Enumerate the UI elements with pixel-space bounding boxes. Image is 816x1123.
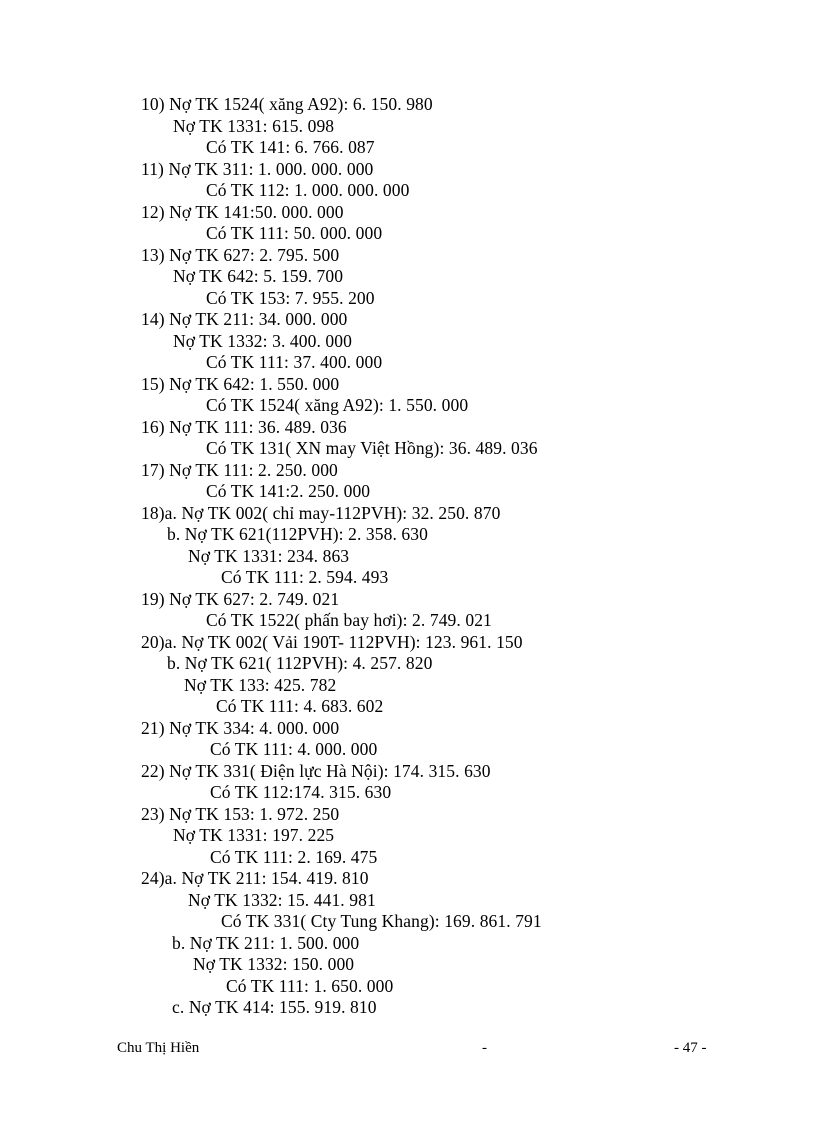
entry-line: Nợ TK 133: 425. 782 [184,674,337,695]
entry-line: 16) Nợ TK 111: 36. 489. 036 [141,416,347,437]
entry-line: 13) Nợ TK 627: 2. 795. 500 [141,244,340,265]
entry-line: Có TK 141: 6. 766. 087 [206,137,375,157]
entry-line: Có TK 112: 1. 000. 000. 000 [206,180,410,200]
entry-line: Có TK 111: 1. 650. 000 [226,975,394,996]
entry-line: Nợ TK 1332: 3. 400. 000 [173,330,352,351]
entry-line: Nợ TK 1332: 15. 441. 981 [188,889,376,910]
footer-separator: - [482,1040,487,1056]
entry-line: Có TK 111: 2. 169. 475 [210,846,378,867]
entry-line: Nợ TK 1332: 150. 000 [193,954,355,974]
entry-line: b. Nợ TK 621(112PVH): 2. 358. 630 [167,524,428,544]
entry-line: Có TK 153: 7. 955. 200 [206,287,375,308]
entry-line: 10) Nợ TK 1524( xăng A92): 6. 150. 980 [141,94,433,114]
entry-line: 18)a. Nợ TK 002( chỉ may-112PVH): 32. 250. 870 [141,502,501,523]
entry-line: 19) Nợ TK 627: 2. 749. 021 [141,588,340,609]
entry-line: 12) Nợ TK 141:50. 000. 000 [141,201,344,222]
entry-line: Nợ TK 642: 5. 159. 700 [173,266,344,286]
entry-line: b. Nợ TK 621( 112PVH): 4. 257. 820 [167,653,433,673]
entry-line: Có TK 111: 4. 683. 602 [216,696,384,716]
entry-line: Có TK 1524( xăng A92): 1. 550. 000 [206,395,469,415]
entry-line: Có TK 141:2. 250. 000 [206,481,371,501]
entry-line: Nợ TK 1331: 615. 098 [173,115,335,136]
entry-line: c. Nợ TK 414: 155. 919. 810 [172,997,377,1017]
entry-line: Có TK 131( XN may Việt Hồng): 36. 489. 036 [206,438,538,458]
entry-line: b. Nợ TK 211: 1. 500. 000 [172,932,360,953]
entry-line: 24)a. Nợ TK 211: 154. 419. 810 [141,868,369,888]
entry-line: 21) Nợ TK 334: 4. 000. 000 [141,717,340,738]
entry-line: Có TK 111: 4. 000. 000 [210,739,378,759]
entry-line: Nợ TK 1331: 234. 863 [188,545,350,566]
entry-line: Nợ TK 1331: 197. 225 [173,825,335,845]
entry-line: Có TK 331( Cty Tung Khang): 169. 861. 791 [221,911,542,931]
entry-line: 14) Nợ TK 211: 34. 000. 000 [141,309,348,329]
entry-line: 17) Nợ TK 111: 2. 250. 000 [141,459,338,480]
page-number: - 47 - [674,1040,707,1056]
footer-author: Chu Thị Hiền [117,1040,200,1056]
entry-line: Có TK 111: 2. 594. 493 [221,567,389,587]
entry-line: 20)a. Nợ TK 002( Vải 190T- 112PVH): 123. 961. 150 [141,631,523,652]
entry-line: 23) Nợ TK 153: 1. 972. 250 [141,803,340,824]
entry-line: Có TK 111: 50. 000. 000 [206,223,383,243]
entry-line: 15) Nợ TK 642: 1. 550. 000 [141,373,340,394]
entry-line: Có TK 112:174. 315. 630 [210,782,392,802]
entry-line: 22) Nợ TK 331( Điện lực Hà Nội): 174. 315. 630 [141,760,491,781]
entry-line: Có TK 1522( phấn bay hơi): 2. 749. 021 [206,610,492,630]
entry-line: 11) Nợ TK 311: 1. 000. 000. 000 [141,158,374,179]
entry-line: Có TK 111: 37. 400. 000 [206,352,383,372]
